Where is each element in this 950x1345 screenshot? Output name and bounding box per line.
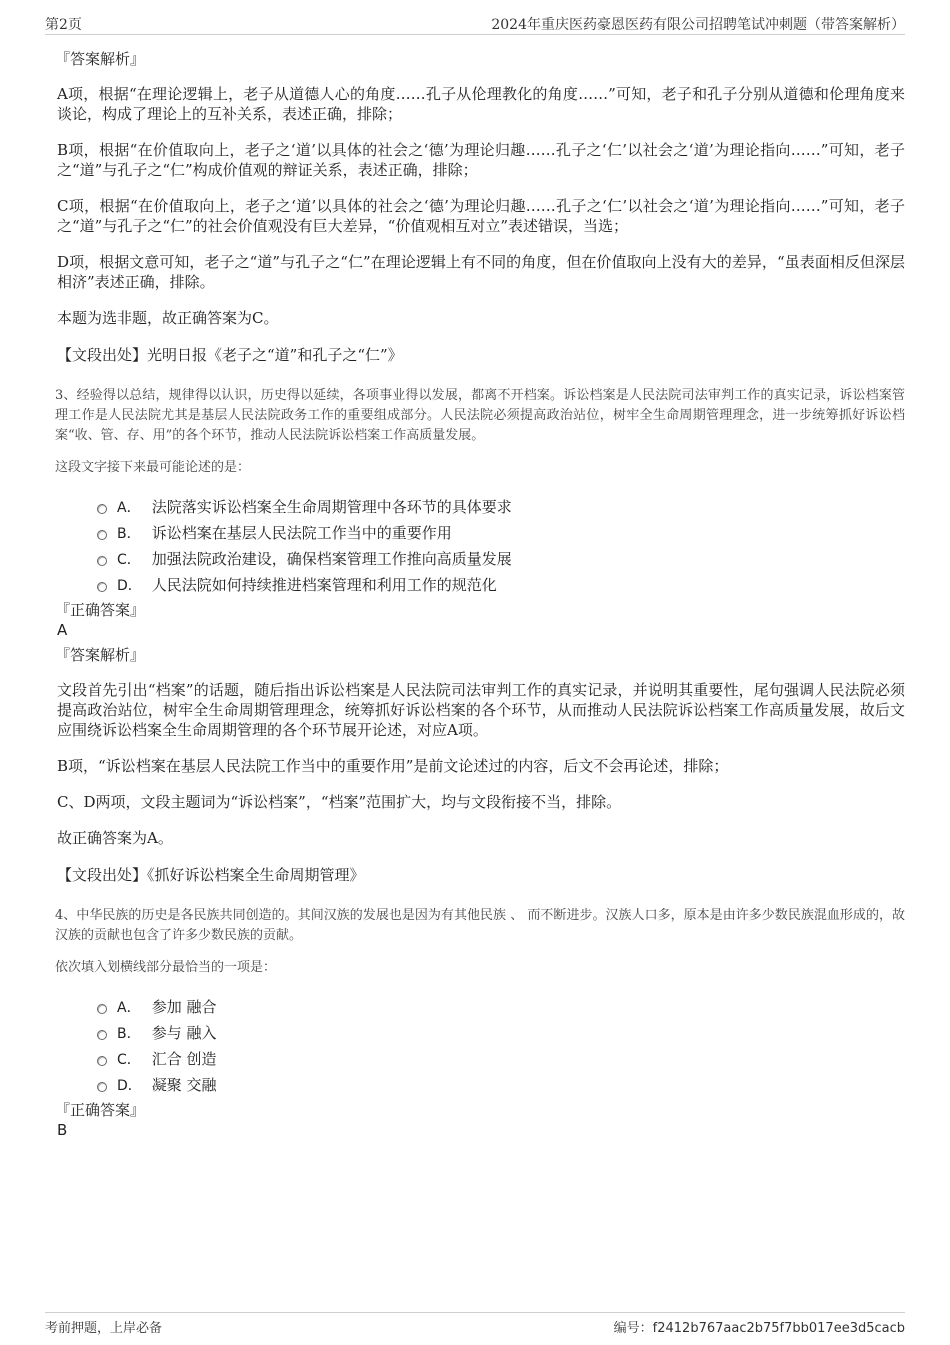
- q3-option-a[interactable]: [97, 496, 905, 522]
- radio-button-icon[interactable]: [97, 1056, 107, 1066]
- code-value: f2412b767aac2b75f7bb017ee3d5cacb: [652, 1321, 905, 1336]
- q2-source: 【文段出处】光明日报《老子之“道”和孔子之“仁”》: [57, 346, 403, 364]
- radio-button-icon[interactable]: [97, 530, 107, 540]
- option-text: 加强法院政治建设，确保档案管理工作推向高质量发展: [151, 550, 512, 568]
- radio-button-icon[interactable]: [97, 556, 107, 566]
- q3-option-c[interactable]: [97, 548, 905, 574]
- option-text: 诉讼档案在基层人民法院工作当中的重要作用: [151, 524, 452, 542]
- option-letter: D．: [117, 1078, 142, 1094]
- radio-button-icon[interactable]: [97, 1004, 107, 1014]
- q3-question-text: 3、经验得以总结，规律得以认识，历史得以延续，各项事业得以发展，都离不开档案。诉讼档案是人民法院司法审判工作的真实记录，诉讼档案管理工作是人民法院尤其是基层人民法院政务工作的重要组成部分。人民法院必须提高政治站位，树牢全生命周期管理理念，进一步统筹抓好诉讼档案“收、管、存、用”的各个环节，推动人民法院诉讼档案工作高质量发展。: [55, 388, 905, 443]
- footer-slogan: 考前押题，上岸必备: [45, 1321, 163, 1336]
- option-text: 参与 融入: [151, 1024, 217, 1042]
- q3-prompt: 这段文字接下来最可能论述的是：: [55, 460, 251, 475]
- option-text: 人民法院如何持续推进档案管理和利用工作的规范化: [151, 576, 497, 594]
- option-letter: B．: [117, 1026, 141, 1042]
- q4-answer: B: [57, 1121, 68, 1139]
- document-code: [614, 1317, 905, 1336]
- page-footer: [45, 1312, 905, 1337]
- q3-analysis-label: 『答案解析』: [55, 646, 146, 664]
- page-number: 第2页: [45, 17, 82, 33]
- q4-option-c[interactable]: [97, 1048, 905, 1074]
- document-title: 2024年重庆医药豪恩医药有限公司招聘笔试冲刺题（带答案解析）: [491, 17, 905, 33]
- code-label: 编号：: [613, 1321, 653, 1336]
- q3-analysis-paragraph: C、D两项，文段主题词为“诉讼档案”，“档案”范围扩大，均与文段衔接不当，排除。: [57, 793, 622, 811]
- q3-option-b[interactable]: [97, 522, 905, 548]
- q2-analysis-paragraph: B项，根据“在价值取向上，老子之‘道’以具体的社会之‘德’为理论归趣……孔子之‘仁’以社会之‘道’为理论指向……”可知，老子之“道”与孔子之“仁”构成价值观的辩证关系，表述正确，排除；: [57, 141, 905, 179]
- q3-option-d[interactable]: [97, 574, 905, 600]
- q4-prompt: 依次填入划横线部分最恰当的一项是：: [55, 960, 277, 975]
- radio-button-icon[interactable]: [97, 504, 107, 514]
- document-body: [55, 44, 905, 1140]
- q4-options: [97, 996, 905, 1100]
- q3-analysis-paragraph: B项，“诉讼档案在基层人民法院工作当中的重要作用”是前文论述过的内容，后文不会再论述，排除；: [57, 757, 729, 775]
- option-text: 汇合 创造: [151, 1050, 217, 1068]
- q2-section: [55, 48, 905, 366]
- option-letter: A．: [117, 500, 141, 516]
- radio-button-icon[interactable]: [97, 1082, 107, 1092]
- page-header: [45, 12, 905, 35]
- q3-source: 【文段出处】《抓好诉讼档案全生命周期管理》: [57, 866, 365, 884]
- option-letter: A．: [117, 1000, 141, 1016]
- option-text: 法院落实诉讼档案全生命周期管理中各环节的具体要求: [151, 498, 512, 516]
- radio-button-icon[interactable]: [97, 582, 107, 592]
- q2-analysis-paragraph: 本题为选非题，故正确答案为C。: [57, 309, 279, 327]
- q2-analysis-paragraph: C项，根据“在价值取向上，老子之‘道’以具体的社会之‘德’为理论归趣……孔子之‘仁’以社会之‘道’为理论指向……”可知，老子之“道”与孔子之“仁”的社会价值观没有巨大差异，“价值观相互对立”表述错误，当选；: [57, 197, 905, 235]
- q3-analysis-paragraph: 故正确答案为A。: [57, 829, 173, 847]
- q3-analysis-paragraph: 文段首先引出“档案”的话题，随后指出诉讼档案是人民法院司法审判工作的真实记录，并说明其重要性，尾句强调人民法院必须提高政治站位，树牢全生命周期管理理念，统筹抓好诉讼档案的各个环节，从而推动人民法院诉讼档案工作高质量发展，故后文应围绕诉讼档案全生命周期管理的各个环节展开论述，对应A项。: [57, 681, 905, 739]
- option-letter: D．: [117, 578, 142, 594]
- q4-option-d[interactable]: [97, 1074, 905, 1100]
- q4-option-b[interactable]: [97, 1022, 905, 1048]
- option-letter: B．: [117, 526, 141, 542]
- q2-analysis-label: 『答案解析』: [55, 50, 146, 68]
- q4-question-text: 4、中华民族的历史是各民族共同创造的。其间汉族的发展也是因为有其他民族 、 而不断进步。汉族人口多，原本是由许多少数民族混血形成的，故汉族的贡献也包含了许多少数民族的贡献。: [55, 908, 905, 943]
- q3-options: [97, 496, 905, 600]
- q4-option-a[interactable]: [97, 996, 905, 1022]
- q4-section: [55, 906, 905, 1140]
- option-text: 参加 融合: [151, 998, 217, 1016]
- radio-button-icon[interactable]: [97, 1030, 107, 1040]
- q4-answer-label: 『正确答案』: [55, 1101, 146, 1119]
- q2-analysis-paragraph: D项，根据文意可知，老子之“道”与孔子之“仁”在理论逻辑上有不同的角度，但在价值取向上没有大的差异，“虽表面相反但深层相济”表述正确，排除。: [57, 253, 905, 291]
- q3-answer-label: 『正确答案』: [55, 601, 146, 619]
- q2-analysis-paragraph: A项，根据“在理论逻辑上，老子从道德人心的角度……孔子从伦理教化的角度……”可知，老子和孔子分别从道德和伦理角度来谈论，构成了理论上的互补关系，表述正确，排除；: [57, 85, 905, 123]
- option-letter: C．: [117, 1052, 141, 1068]
- option-text: 凝聚 交融: [151, 1076, 217, 1094]
- q3-answer: A: [57, 621, 68, 639]
- option-letter: C．: [117, 552, 141, 568]
- q3-section: [55, 386, 905, 886]
